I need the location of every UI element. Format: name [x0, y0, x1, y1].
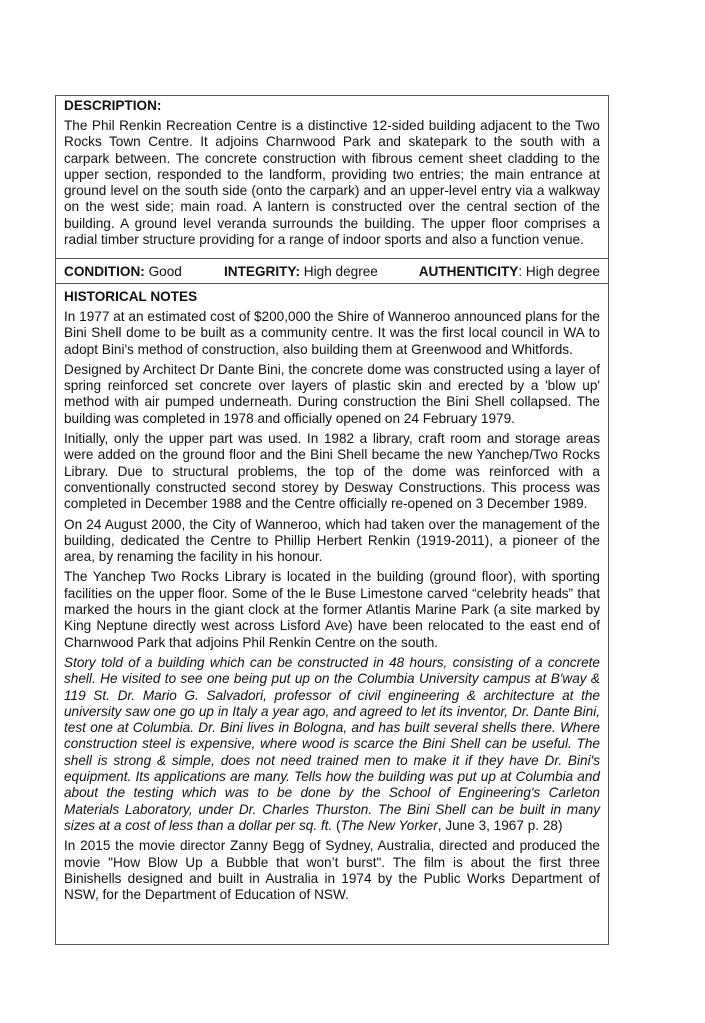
assessment-row	[56, 259, 608, 284]
history-paragraph: On 24 August 2000, the City of Wanneroo, which had taken over the management of the building, dedicated the Centre to Phillip Herbert Renkin (1919-2011), a pioneer of the area, by renaming the facility in his honour.	[64, 516, 600, 565]
new-yorker-quote	[64, 655, 600, 834]
citation-rest: , June 3, 1967 p. 28)	[437, 817, 563, 833]
heritage-record-table	[55, 95, 609, 945]
integrity-label: INTEGRITY:	[224, 263, 301, 279]
authenticity-value: : High degree	[518, 263, 600, 279]
quote-text: Story told of a building which can be constructed in 48 hours, consisting of a concrete shell. He visited to see one being put up on the Columbia University campus at B'way & 119 St. Dr. Mario G. Salvadori, professor of civil engineering & architecture at the university saw one go up in Italy a year ago, and agreed to let its inventor, Dr. Dante Bini, test one at Columbia. Dr. Bini lives in Bologna, and has built several shells there. Where construction steel is expensive, where wood is scarce the Bini Shell can be useful. The shell is strong & simple, does not need trained men to make it if they have Dr. Bini's equipment. Its applications are many. Tells how the building was put up at Columbia and about the testing which was to be done by the School of Engineering's Carleton Materials Laboratory, under Dr. Charles Thurston. The Bini Shell can be built in many sizes at a cost of less than a dollar per sq. ft.	[64, 654, 600, 833]
citation-source: The New Yorker	[340, 817, 438, 833]
authenticity-label: AUTHENTICITY	[418, 263, 519, 279]
condition-value: Good	[144, 263, 182, 279]
history-paragraph: In 1977 at an estimated cost of $200,000 the Shire of Wanneroo announced plans for the Bini Shell dome to be built as a community centre. It was the first local council in WA to adopt Bini's method of construction, also building them at Greenwood and Whitfords.	[64, 309, 600, 357]
authenticity-field	[414, 264, 600, 279]
historical-notes-heading: HISTORICAL NOTES	[64, 289, 198, 304]
citation-open: (	[332, 817, 341, 833]
description-heading: DESCRIPTION:	[64, 98, 162, 113]
condition-label: CONDITION:	[64, 263, 145, 279]
condition-field	[64, 264, 224, 279]
historical-notes-section	[56, 284, 608, 903]
history-paragraph: Initially, only the upper part was used. In 1982 a library, craft room and storage areas were added on the ground floor and the Bini Shell became the new Yanchep/Two Rocks Library. Due to structural problems, the top of the dome was reinforced with a conventionally constructed second storey by Desway Constructions. This process was completed in December 1988 and the Centre officially re-opened on 3 December 1989.	[64, 431, 600, 512]
integrity-value: High degree	[300, 263, 378, 279]
description-section	[56, 96, 608, 259]
history-paragraph: Designed by Architect Dr Dante Bini, the concrete dome was constructed using a layer of spring reinforced set concrete over layers of plastic skin and erected by a 'blow up' method with air pumped underneath. During construction the Bini Shell collapsed. The building was completed in 1978 and officially opened on 24 February 1979.	[64, 361, 600, 426]
description-text: The Phil Renkin Recreation Centre is a distinctive 12-sided building adjacent to the Two Rocks Town Centre. It adjoins Charnwood Park and skatepark to the south with a carpark between. The concrete construction with fibrous cement sheet cladding to the upper section, responded to the landform, providing two entries; the main entrance at ground level on the south side (onto the carpark) and an upper-level entry via a walkway on the west side; main road. A lantern is constructed over the central section of the building. A ground level veranda surrounds the building. The upper floor comprises a radial timber structure providing for a range of indoor sports and also a function venue.	[64, 118, 600, 248]
history-paragraph-final: In 2015 the movie director Zanny Begg of Sydney, Australia, directed and produced the movie "How Blow Up a Bubble that won’t burst". The film is about the first three Binishells designed and built in Australia in 1974 by the Public Works Department of NSW, for the Department of Education of NSW.	[64, 838, 600, 903]
history-paragraph: The Yanchep Two Rocks Library is located in the building (ground floor), with sporting facilities on the upper floor. Some of the le Buse Limestone carved “celebrity heads” that marked the hours in the giant clock at the former Atlantis Marine Park (a site marked by King Neptune directly west across Lisford Ave) have been relocated to the east end of Charnwood Park that adjoins Phil Renkin Centre on the south.	[64, 569, 600, 650]
integrity-field	[224, 264, 414, 279]
